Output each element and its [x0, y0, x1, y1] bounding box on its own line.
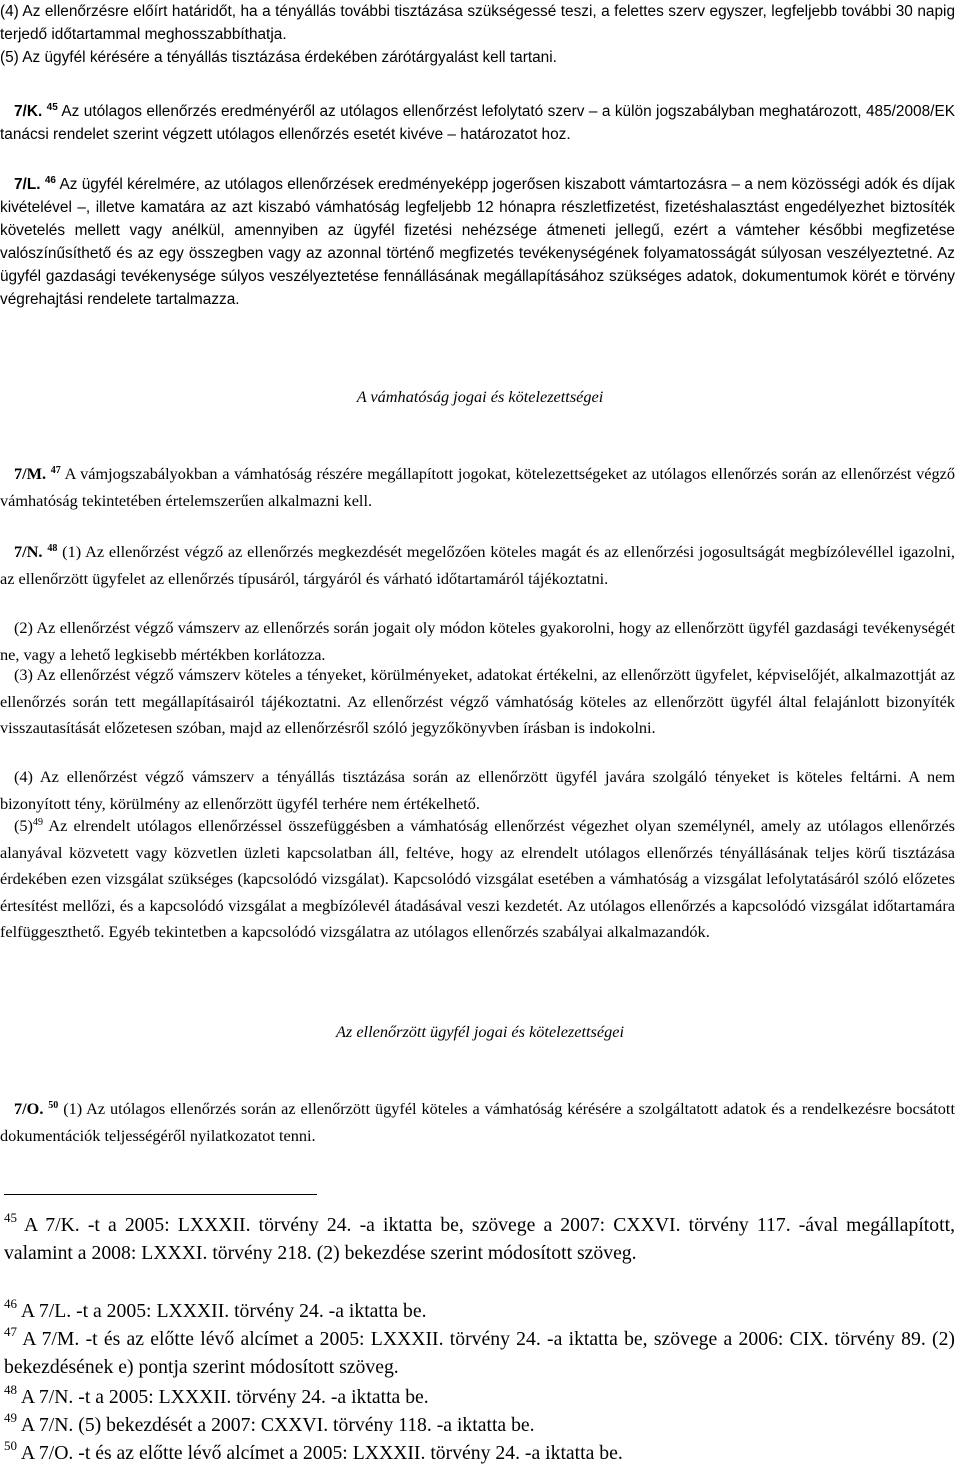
- footnote-48: [4, 1383, 955, 1411]
- footnote-number: 47: [4, 1324, 17, 1339]
- footnote-text: A 7/O. -t és az előtte lévő alcímet a 2005: LXXXII. törvény 24. -a iktatta be.: [20, 1442, 623, 1464]
- footnote-text: A 7/M. -t és az előtte lévő alcímet a 2005: LXXXII. törvény 24. -a iktatta be, szövege a 2006: CIX. törvény 89. (2) bekezdésének e) pontja szerint módosított szöveg.: [4, 1328, 955, 1379]
- footnote-text: A 7/L. -t a 2005: LXXXII. törvény 24. -a iktatta be.: [20, 1300, 427, 1322]
- footnote-number: 46: [4, 1296, 17, 1311]
- footnote-text: A 7/N. (5) bekezdését a 2007: CXXVI. törvény 118. -a iktatta be.: [20, 1414, 535, 1436]
- footnote-45: [4, 1211, 955, 1267]
- footnote-50: [4, 1439, 955, 1467]
- section-7l: [0, 173, 955, 311]
- paragraph-4: (4) Az ellenőrzésre előírt határidőt, ha a tényállás további tisztázása szükségessé teszi, a felettes szerv egyszer, legfeljebb további 30 napig terjedő időtartammal meghosszabbíthatja.: [0, 3, 955, 43]
- footnote-ref[interactable]: 48: [47, 543, 58, 554]
- section-7n-para-5: [0, 813, 955, 946]
- section-7n-para-4: (4) Az ellenőrzést végző vámszerv a tényállás tisztázása során az ellenőrzött ügyfél javára szolgáló tényeket is köteles feltárni. A nem bizonyított tény, körülmény az ellenőrzött ügyfél terhére nem értékelhető.: [0, 767, 955, 813]
- footnote-ref[interactable]: 49: [32, 817, 43, 828]
- section-7k: [0, 100, 955, 146]
- paragraph-5: (5) Az ügyfél kérésére a tényállás tisztázása érdekében zárótárgyalást kell tartani.: [0, 49, 557, 66]
- section-text: Az utólagos ellenőrzés eredményéről az utólagos ellenőrzést lefolytató szerv – a külön jogszabályban meghatározott, 485/2008/EK tanácsi rendelet szerint végzett utólagos ellenőrzés esetét kivéve – határozatot hoz.: [0, 103, 955, 143]
- section-text: A vámjogszabályokban a vámhatóság részére megállapított jogokat, kötelezettségeket az utólagos ellenőrzés során az ellenőrzést végző vámhatóság tekintetében értelemszerűen alkalmazni kell.: [0, 464, 955, 510]
- paragraph-label: (5): [14, 816, 33, 835]
- section-number: 7/O.: [14, 1099, 44, 1118]
- section-7o: [0, 1096, 955, 1149]
- footnote-text: A 7/N. -t a 2005: LXXXII. törvény 24. -a iktatta be.: [20, 1386, 429, 1408]
- section-number: 7/M.: [14, 464, 47, 483]
- section-heading: Az ellenőrzött ügyfél jogai és kötelezettségei: [335, 1022, 624, 1041]
- section-7m: [0, 461, 955, 514]
- footnote-number: 45: [4, 1210, 17, 1225]
- footnote-number: 48: [4, 1382, 17, 1397]
- section-text: (1) Az ellenőrzést végző az ellenőrzés megkezdését megelőzően köteles magát és az ellenőrzési jogosultságát megbízólevéllel igazolni, az ellenőrzött ügyfelet az ellenőrzés típusáról, tárgyáról és várható időtartamáról tájékoztatni.: [0, 542, 955, 588]
- footnote-ref[interactable]: 46: [44, 175, 56, 186]
- footnote-ref[interactable]: 50: [48, 1100, 59, 1111]
- section-text: (1) Az utólagos ellenőrzés során az ellenőrzött ügyfél köteles a vámhatóság kérésére a szolgáltatott adatok és a rendelkezésre bocsátott dokumentációk teljességéről nyilatkozatot tenni.: [0, 1099, 955, 1145]
- section-text: Az elrendelt utólagos ellenőrzéssel összefüggésben a vámhatóság ellenőrzést végezhet olyan személynél, amely az utólagos ellenőrzés alanyával közvetett vagy közvetlen üzleti kapcsolatban áll, feltéve, hogy az elrendelt utólagos ellenőrzés tényállásának teljes körű tisztázása érdekében ezen vizsgálat szükséges (kapcsolódó vizsgálat). Kapcsolódó vizsgálat esetében a vámhatóság a vizsgálat lefolytatásáról szóló előzetes értesítést mellőzi, és a kapcsolódó vizsgálat a megbízólevél átadásával veszi kezdetét. Az utólagos ellenőrzés a kapcsolódó vizsgálat időtartamára felfüggeszthető. Egyéb tekintetben a kapcsolódó vizsgálatra az utólagos ellenőrzés szabályai alkalmazandók.: [0, 816, 955, 941]
- section-number: 7/K.: [14, 103, 43, 120]
- footnote-46: [4, 1297, 955, 1325]
- section-number: 7/L.: [14, 176, 41, 193]
- section-number: 7/N.: [14, 542, 43, 561]
- section-heading: A vámhatóság jogai és kötelezettségei: [356, 387, 604, 406]
- section-text: Az ügyfél kérelmére, az utólagos ellenőrzések eredményeképp jogerősen kiszabott vámtartozásra – a nem közösségi adók és díjak kivételével –, illetve kamatára az azt kiszabó vámhatóság legfeljebb 12 hónapra részletfizetést, fizetéshalasztást engedélyezhet biztosíték követelés mellett vagy anélkül, amennyiben az ügyfél fizetési nehézsége átmeneti jellegű, ezért a vámteher későbbi megfizetése valószínűsíthető és az egy összegben vagy az azonnal történő megfizetés tevékenységének folyamatosságát súlyosan veszélyeztetné. Az ügyfél gazdasági tevékenysége súlyos veszélyeztetése fennállásának megállapításához szükséges adatok, dokumentumok körét e törvény végrehajtási rendelete tartalmazza.: [0, 176, 956, 308]
- section-7n-para-2: (2) Az ellenőrzést végző vámszerv az ellenőrzés során jogait oly módon köteles gyakorolni, hogy az ellenőrzött ügyfél gazdasági tevékenységét ne, vagy a lehető legkisebb mértékben korlátozza.: [0, 618, 955, 664]
- footnote-divider: [4, 1194, 317, 1195]
- footnote-47: [4, 1325, 955, 1381]
- footnote-ref[interactable]: 45: [46, 102, 58, 113]
- section-7n-para-1: [0, 539, 955, 592]
- footnote-49: [4, 1411, 955, 1439]
- footnote-text: A 7/K. -t a 2005: LXXXII. törvény 24. -a iktatta be, szövege a 2007: CXXVI. törvény 117. -ával megállapított, valamint a 2008: LXXXI. törvény 218. (2) bekezdése szerint módosított szöveg.: [4, 1214, 955, 1265]
- footnote-number: 50: [4, 1438, 17, 1453]
- section-7n-para-3: (3) Az ellenőrzést végző vámszerv köteles a tényeket, körülményeket, adatokat értékelni, az ellenőrzött ügyfelet, képviselőjét, alkalmazottját az ellenőrzés során tett megállapításairól tájékoztatni. Az ellenőrzést végző vámhatóság köteles az ellenőrzött ügyfél által felajánlott bizonyíték visszautasítását előzetesen szóban, majd az ellenőrzésről szóló jegyzőkönyvben írásban is indokolni.: [0, 665, 955, 737]
- footnote-number: 49: [4, 1410, 17, 1425]
- footnote-ref[interactable]: 47: [50, 465, 61, 476]
